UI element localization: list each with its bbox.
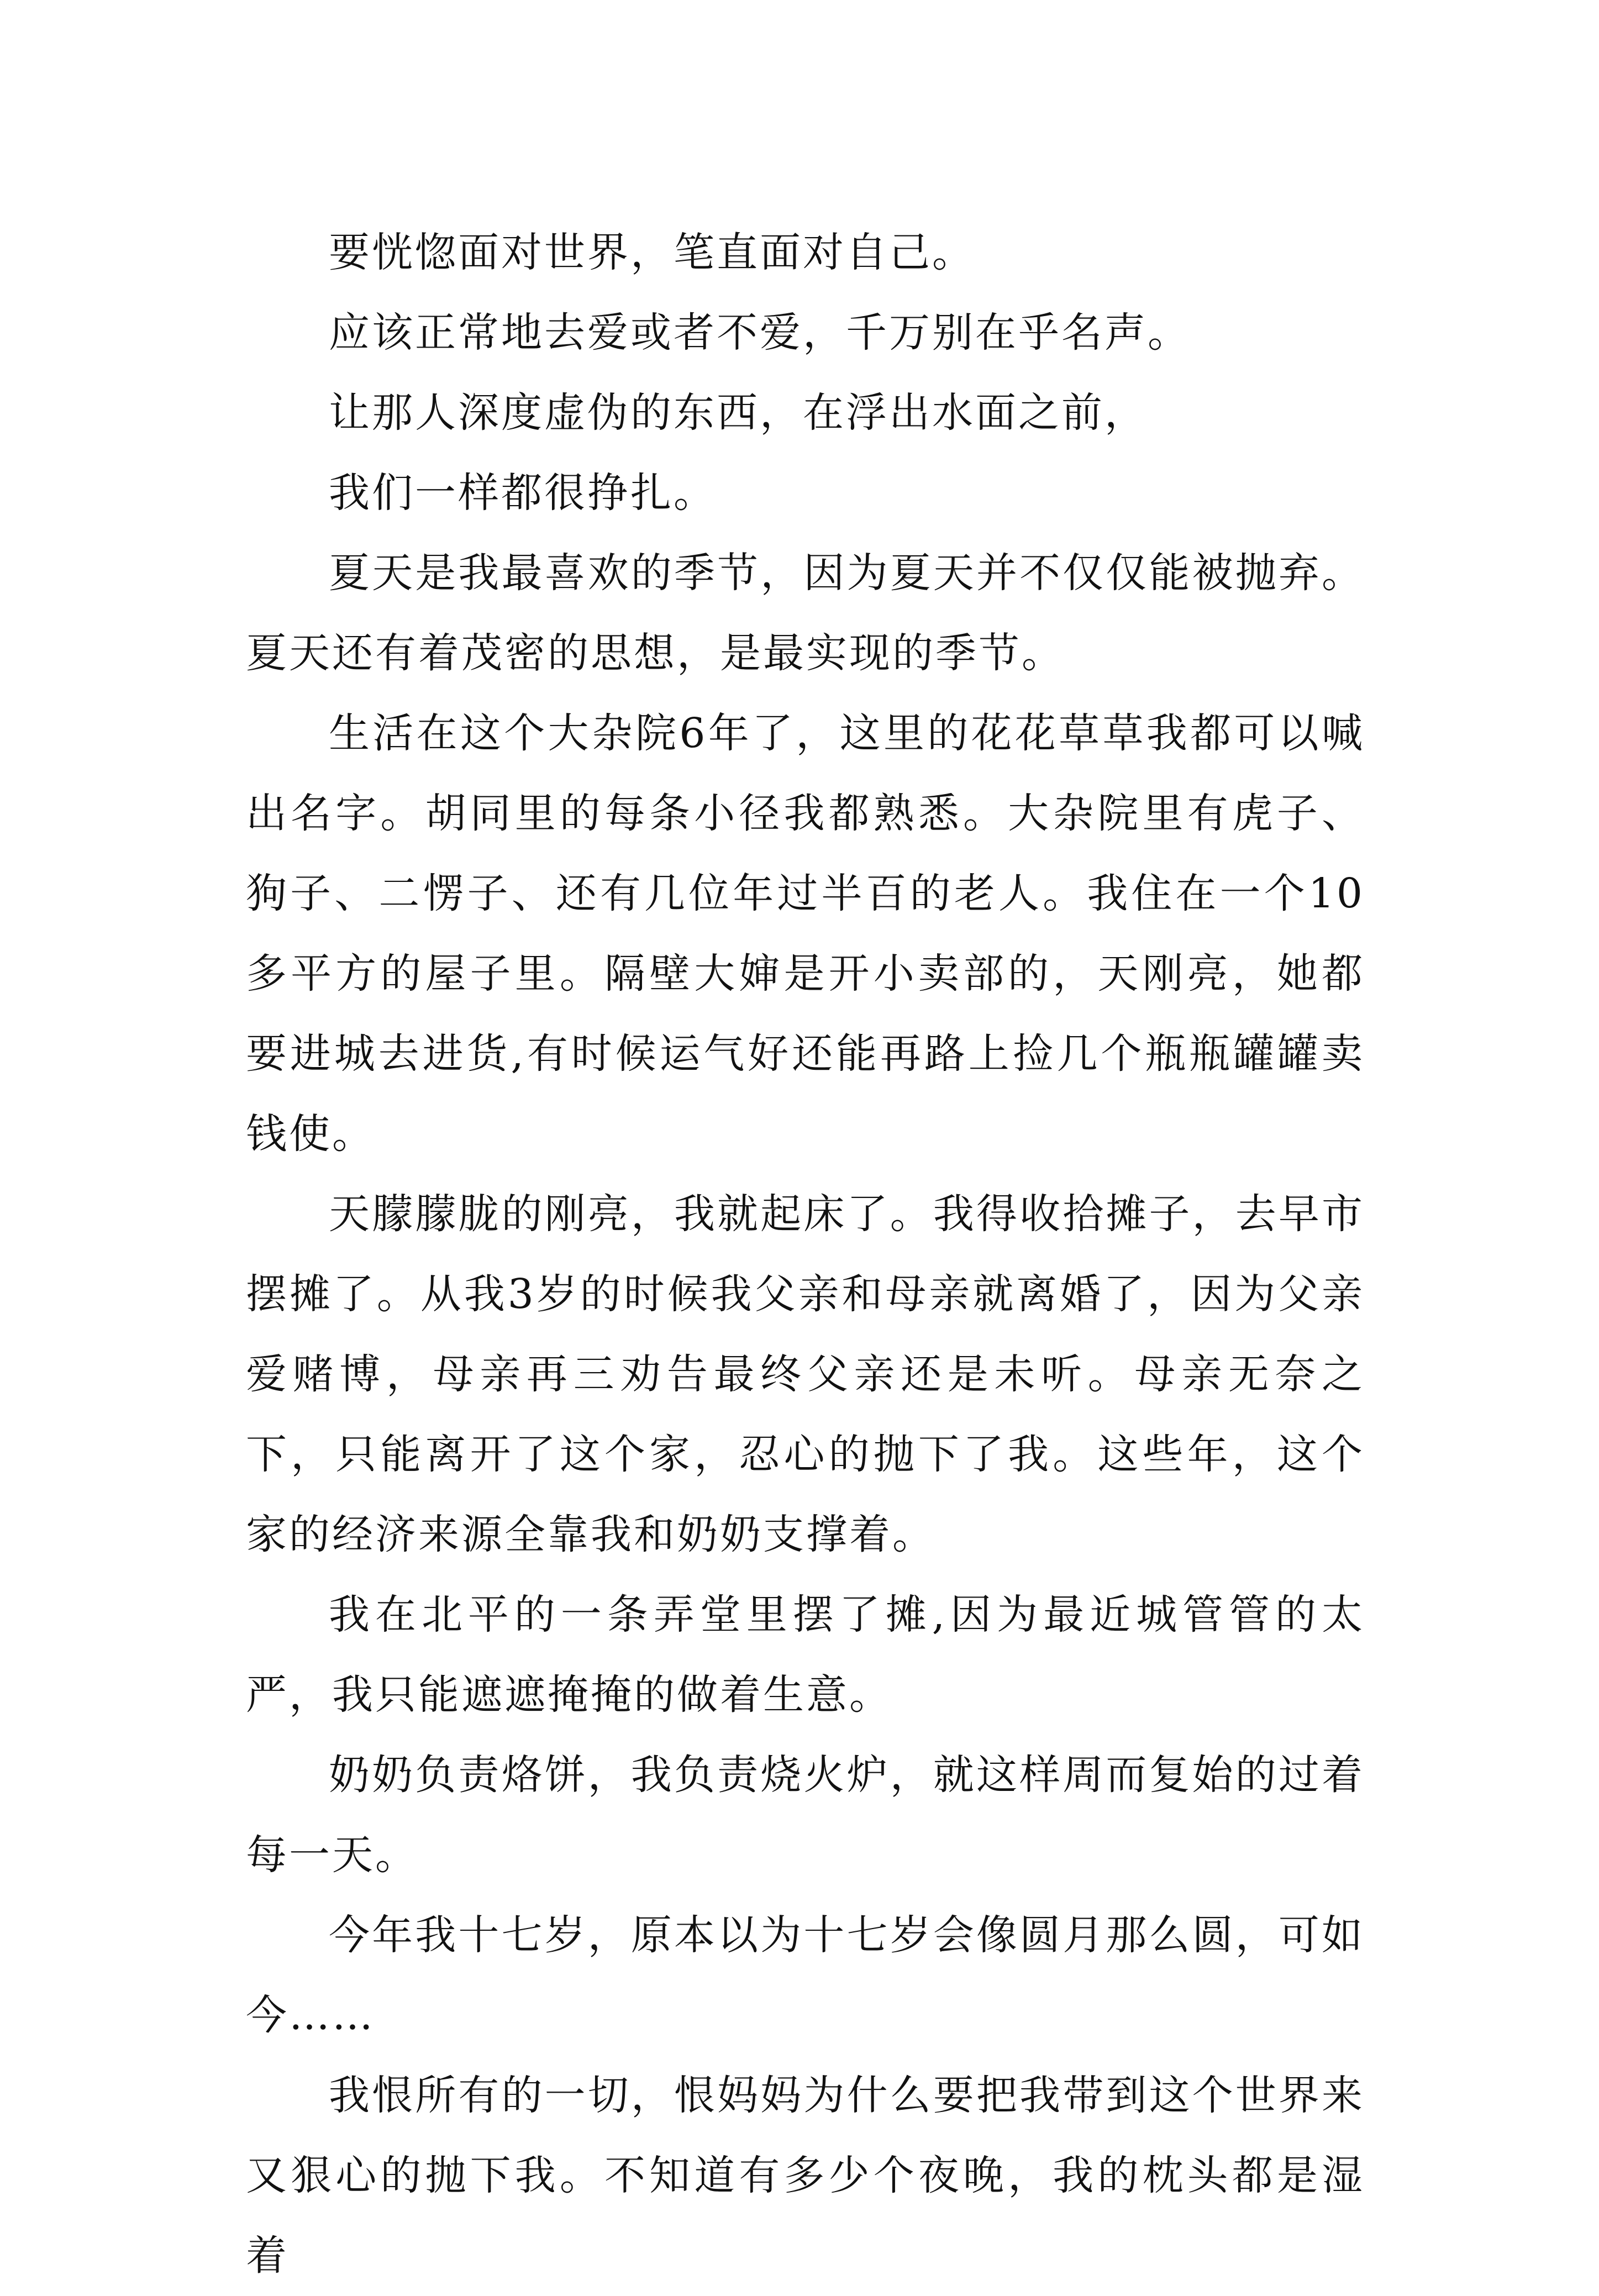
paragraph: 应该正常地去爱或者不爱，千万别在乎名声。 [329, 309, 1191, 356]
paragraph: 我们一样都很挣扎。 [329, 469, 717, 517]
paragraph: 夏天是我最喜欢的季节，因为夏天并不仅仅能被抛弃。夏天还有着茂密的思想，是最实现的季节。 [246, 549, 1365, 677]
paragraph: 天朦朦胧的刚亮，我就起床了。我得收拾摊子，去早市摆摊了。从我3岁的时候我父亲和母亲就离婚了，因为父亲爱赌博，母亲再三劝告最终父亲还是未听。母亲无奈之下，只能离开了这个家，忍心的抛下了我。这些年，这个家的经济来源全靠我和奶奶支撑着。 [246, 1190, 1365, 1558]
paragraph: 要恍惚面对世界，笔直面对自己。 [329, 229, 975, 276]
paragraph: 让那人深度虚伪的东西，在浮出水面之前， [329, 389, 1148, 437]
body-text [246, 213, 1365, 2296]
paragraph: 生活在这个大杂院6年了，这里的花花草草我都可以喊出名字。胡同里的每条小径我都熟悉。大杂院里有虎子、狗子、二愣子、还有几位年过半百的老人。我住在一个10多平方的屋子里。隔壁大婶是开小卖部的，天刚亮，她都要进城去进货,有时候运气好还能再路上捡几个瓶瓶罐罐卖钱使。 [246, 710, 1365, 1158]
paragraph: 我在北平的一条弄堂里摆了摊,因为最近城管管的太严，我只能遮遮掩掩的做着生意。 [246, 1591, 1365, 1719]
paragraph: 奶奶负责烙饼，我负责烧火炉，就这样周而复始的过着每一天。 [246, 1751, 1365, 1879]
paragraph: 我恨所有的一切，恨妈妈为什么要把我带到这个世界来又狠心的抛下我。不知道有多少个夜晚，我的枕头都是湿着 [246, 2072, 1365, 2279]
paragraph: 今年我十七岁，原本以为十七岁会像圆月那么圆，可如今…… [246, 1911, 1365, 2039]
